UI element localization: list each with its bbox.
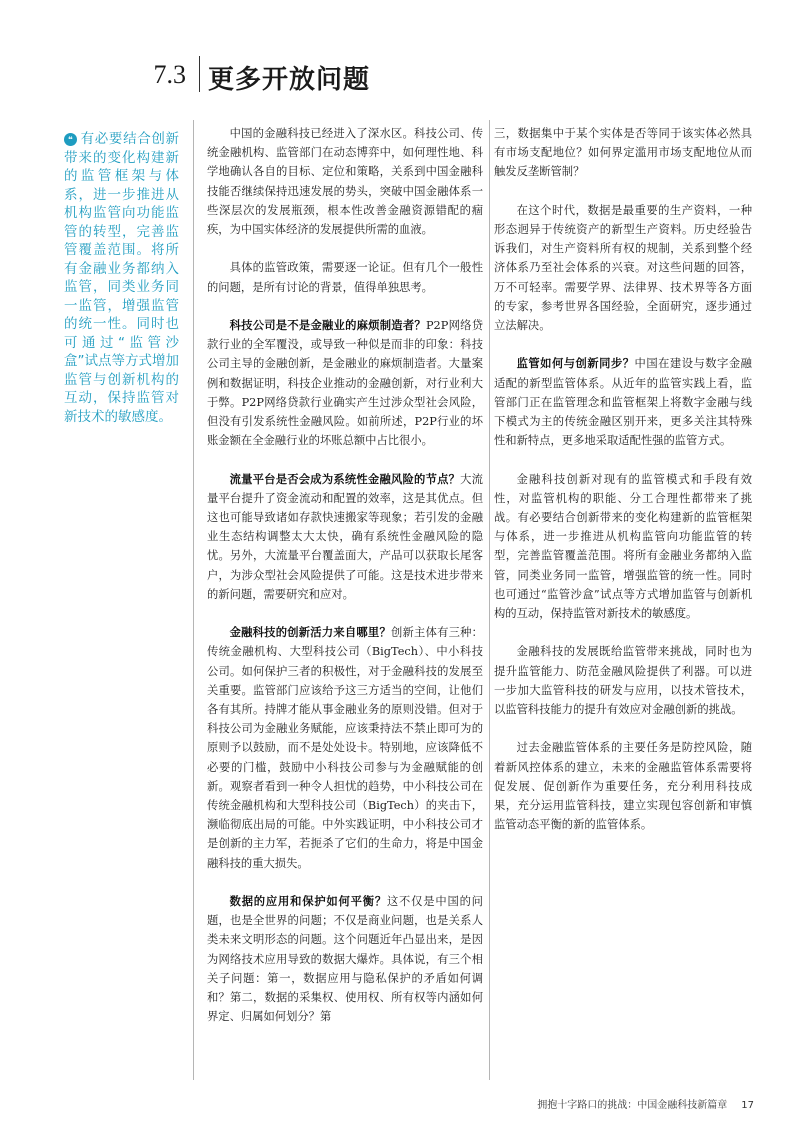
paragraph — [494, 354, 752, 450]
pull-quote — [64, 130, 179, 426]
paragraph-text: 三，数据集中于某个实体是否等同于该实体必然具有市场支配地位？如何界定滥用市场支配地位从而触发反垄断管制？ — [494, 127, 752, 179]
paragraph — [494, 470, 752, 624]
paragraph-heading: 流量平台是否会成为系统性金融风险的节点？ — [229, 472, 461, 486]
paragraph-text: 具体的监管政策，需要逐一论证。但有几个一般性的问题，是所有讨论的背景，值得单独思考。 — [207, 261, 483, 294]
paragraph-text: P2P网络贷款行业的全军覆没，或导致一种似是而非的印象：科技公司主导的金融创新，是金融业的麻烦制造者。大量案例和数据证明，科技企业推动的金融创新，对行业利大于弊。P2P网络贷款行业确实产生过涉众型社会风险，但没有引发系统性金融风险。如前所述，P2P行业的坏账金额在全金融行业的坏账总额中占比很小。 — [207, 319, 483, 448]
paragraph-text: 中国的金融科技已经进入了深水区。科技公司、传统金融机构、监管部门在动态博弈中，如何理性地、科学地确认各自的目标、定位和策略，关系到中国金融科技能否继续保持迅速发展的势头，突破中国金融体系一些深层次的发展瓶颈，根本性改善金融资源错配的痼疾，为中国实体经济的发展提供所需的血液。 — [207, 127, 483, 237]
paragraph-heading: 科技公司是不是金融业的麻烦制造者？ — [229, 319, 426, 332]
paragraph — [207, 892, 483, 1026]
paragraph — [494, 642, 752, 719]
paragraph — [207, 623, 483, 873]
paragraph-text: 这不仅是中国的问题，也是全世界的问题；不仅是商业问题，也是关系人类未来文明形态的问题。这个问题近年凸显出来，是因为网络技术应用导致的数据大爆炸。具体说，有三个相关子问题：第一，数据应用与隐私保护的矛盾如何调和？第二，数据的采集权、使用权、所有权等内涵如何界定、归属如何划分？第 — [207, 895, 483, 1024]
paragraph-heading: 监管如何与创新同步？ — [516, 357, 635, 371]
page-footer — [537, 1096, 754, 1111]
paragraph — [207, 258, 483, 296]
footer-title: 拥抱十字路口的挑战：中国金融科技新篇章 — [537, 1100, 728, 1111]
paragraph-text: 金融科技的发展既给监管带来挑战，同时也为提升监管能力、防范金融风险提供了利器。可以进一步加大监管科技的研发与应用，以技术管技术，以监管科技能力的提升有效应对金融创新的挑战。 — [494, 645, 752, 717]
section-title: 更多开放问题 — [208, 65, 371, 95]
paragraph-text: 金融科技创新对现有的监管模式和手段有效性，对监管机构的职能、分工合理性都带来了挑战。有必要结合创新带来的变化构建新的监管框架与体系，进一步推进从机构监管向功能监管的转型，完善监管覆盖范围。将所有金融业务都纳入监管，同类业务同一监管，增强监管的统一性。同时也可通过“监管沙盒”试点等方式增加监管与创新机构的互动，保持监管对新技术的敏感度。 — [494, 472, 752, 621]
paragraph — [494, 201, 752, 335]
paragraph — [207, 124, 483, 239]
column-divider-right — [489, 120, 490, 1080]
paragraph — [207, 316, 483, 450]
title-divider — [199, 56, 200, 92]
paragraph — [494, 738, 752, 834]
paragraph-text: 在这个时代，数据是最重要的生产资料，一种形态迥异于传统资产的新型生产资料。历史经验告诉我们，对生产资料所有权的规制，关系到整个经济体系乃至社会体系的兴衰。对这些问题的回答，万不可轻率。需要学界、法律界、技术界等各方面的专家，参考世界各国经验，全面研究，逐步通过立法解决。 — [494, 203, 752, 333]
quote-mark-icon: ❝ — [64, 133, 77, 146]
paragraph-heading: 金融科技的创新活力来自哪里？ — [229, 626, 391, 640]
body-column-1 — [207, 124, 483, 1046]
body-column-2 — [494, 124, 752, 854]
pull-quote-text: 有必要结合创新带来的变化构建新的监管框架与体系，进一步推进从机构监管向功能监管的转型，完善监管覆盖范围。将所有金融业务都纳入监管，同类业务同一监管，增强监管的统一性。同时也可通过“监管沙盒”试点等方式增加监管与创新机构的互动，保持监管对新技术的敏感度。 — [64, 131, 179, 425]
paragraph-text: 创新主体有三种：传统金融机构、大型科技公司（BigTech）、中小科技公司。如何保护三者的积极性，对于金融科技的发展至关重要。监管部门应该给予这三方适当的空间，让他们各有其所。持牌才能从事金融业务的原则没错。但对于科技公司为金融业务赋能，应该秉持法不禁止即可为的原则予以鼓励，而不是处处设卡。特别地，应该降低不必要的门槛，鼓励中小科技公司参与为金融赋能的创新。观察者看到一种令人担忧的趋势，中小科技公司在传统金融机构和大型科技公司（BigTech）的夹击下，濒临彻底出局的可能。中外实践证明，中小科技公司才是创新的主力军，若扼杀了它们的生命力，将是中国金融科技的重大损失。 — [207, 626, 483, 870]
column-divider-left — [193, 120, 194, 1080]
paragraph — [207, 470, 483, 604]
section-number: 7.3 — [153, 60, 186, 89]
paragraph-text: 过去金融监管体系的主要任务是防控风险，随着新风控体系的建立，未来的金融监管体系需要将促发展、促创新作为重要任务，充分利用科技成果，充分运用监管科技，建立实现包容创新和审慎监管动态平衡的新的监管体系。 — [494, 741, 752, 832]
paragraph-text: 大流量平台提升了资金流动和配置的效率，这是其优点。但这也可能导致诸如存款快速搬家等现象；若引发的金融业生态结构调整太大太快，确有系统性金融风险的隐忧。另外，大流量平台覆盖面大，产品可以获取长尾客户，为涉众型社会风险提供了可能。这是技术进步带来的新问题，需要研究和应对。 — [207, 472, 483, 601]
paragraph-text: 中国在建设与数字金融适配的新型监管体系。从近年的监管实践上看，监管部门正在监管理念和监管框架上将数字金融与线下模式为主的传统金融区别开来，更多关注其特殊性和新特点，更多地采取适配性强的监管方式。 — [494, 357, 752, 448]
paragraph — [494, 124, 752, 182]
page-number: 17 — [741, 1100, 754, 1111]
paragraph-heading: 数据的应用和保护如何平衡？ — [229, 895, 387, 909]
